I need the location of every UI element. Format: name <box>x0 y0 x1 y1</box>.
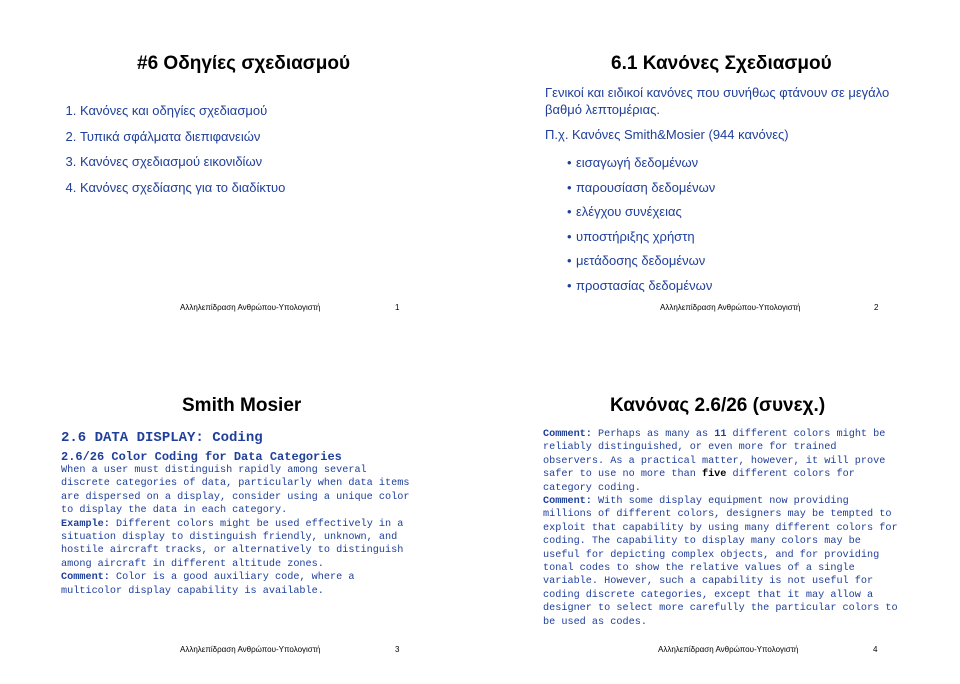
page-number: 1 <box>395 303 400 312</box>
slide-2 <box>480 0 960 342</box>
comment-label: Comment: <box>543 429 592 440</box>
bullet-icon: • <box>567 179 572 195</box>
bullet-list <box>567 151 890 298</box>
comment-label: Comment: <box>61 572 110 584</box>
slide-3 <box>0 342 480 684</box>
slide-title: Κανόνας 2.6/26 (συνεχ.) <box>610 395 826 416</box>
slide-4 <box>480 342 960 684</box>
slide-footer: Αλληλεπίδραση Ανθρώπου-Υπολογιστή <box>658 645 799 654</box>
comment-paragraph: Comment: Perhaps as many as 11 different colors might be reliably distinguished, or even more for trained observers. As a practical matter, however, it will prove safer to use no more than five different colors for category coding. <box>543 429 886 494</box>
page-number: 4 <box>873 645 878 654</box>
example-label: Example: <box>61 518 110 530</box>
intro-text: Γενικοί και ειδικοί κανόνες που συνήθως φτάνουν σε μεγάλο βαθμό λεπτομέριας. <box>545 85 890 117</box>
list-item: 1. Κανόνες και οδηγίες σχεδιασμού <box>80 98 285 124</box>
slide-title: #6 Οδηγίες σχεδιασμού <box>137 53 351 74</box>
slide-body <box>543 428 903 629</box>
list-item: • υποστήριξης χρήστη <box>567 225 890 250</box>
list-item: 4. Κανόνες σχεδίασης για το διαδίκτυο <box>80 175 285 201</box>
slide-footer: Αλληλεπίδραση Ανθρώπου-Υπολογιστή <box>660 303 801 312</box>
bullet-icon: • <box>567 277 572 293</box>
comment-paragraph: Comment: With some display equipment now providing millions of different colors, designers may be tempted to exploit that capability by using many different colors for coding. The capability to display many colors may be useful for depicting complex objects, and for providing tonal codes to show the relative values of a single variable. However, such a capability is not useful for coding discrete categories, except that it may allow a designer to select more carefully the particular colors to be used as codes. <box>543 496 898 628</box>
list-item: 3. Κανόνες σχεδιασμού εικονιδίων <box>80 149 285 175</box>
list-item: • εισαγωγή δεδομένων <box>567 151 890 176</box>
guideline-text: When a user must distinguish rapidly among several discrete categories of data, particularly when data items are dispersed on a display, consider using a unique color to display the data in each category. Example: Different colors might be used effectively in a situation display to distinguish friendly, unknown, and hostile aircraft tracks, or alternatively to distinguish among aircraft in different altitude zones. Comment: Color is a good auxiliary code, where a multicolor display capability is available. <box>61 465 410 597</box>
page-number: 3 <box>395 645 400 654</box>
list-item: 2. Τυπικά σφάλματα διεπιφανειών <box>80 124 285 150</box>
comment-label: Comment: <box>543 496 592 508</box>
example-text: Π.χ. Κανόνες Smith&Mosier (944 κανόνες) <box>545 127 789 142</box>
list-item: • μετάδοσης δεδομένων <box>567 249 890 274</box>
topic-list <box>60 98 285 200</box>
bullet-icon: • <box>567 204 572 219</box>
list-item: • παρουσίαση δεδομένων <box>567 176 890 201</box>
bullet-icon: • <box>567 228 572 244</box>
bullet-icon: • <box>567 155 572 170</box>
list-item: • προστασίας δεδομένων <box>567 274 890 299</box>
page-number: 2 <box>874 303 879 312</box>
section-heading: 2.6 DATA DISPLAY: Coding <box>61 430 263 446</box>
slide-1 <box>0 0 480 342</box>
bullet-icon: • <box>567 253 572 268</box>
slide-footer: Αλληλεπίδραση Ανθρώπου-Υπολογιστή <box>180 303 321 312</box>
slide-title: 6.1 Κανόνες Σχεδιασμού <box>611 53 832 74</box>
slide-body <box>61 430 411 598</box>
slide-footer: Αλληλεπίδραση Ανθρώπου-Υπολογιστή <box>180 645 321 654</box>
slide-title: Smith Mosier <box>182 395 302 416</box>
slide-body <box>545 84 890 298</box>
guideline-heading: 2.6/26 Color Coding for Data Categories <box>61 450 342 464</box>
list-item: • ελέγχου συνέχειας <box>567 200 890 225</box>
